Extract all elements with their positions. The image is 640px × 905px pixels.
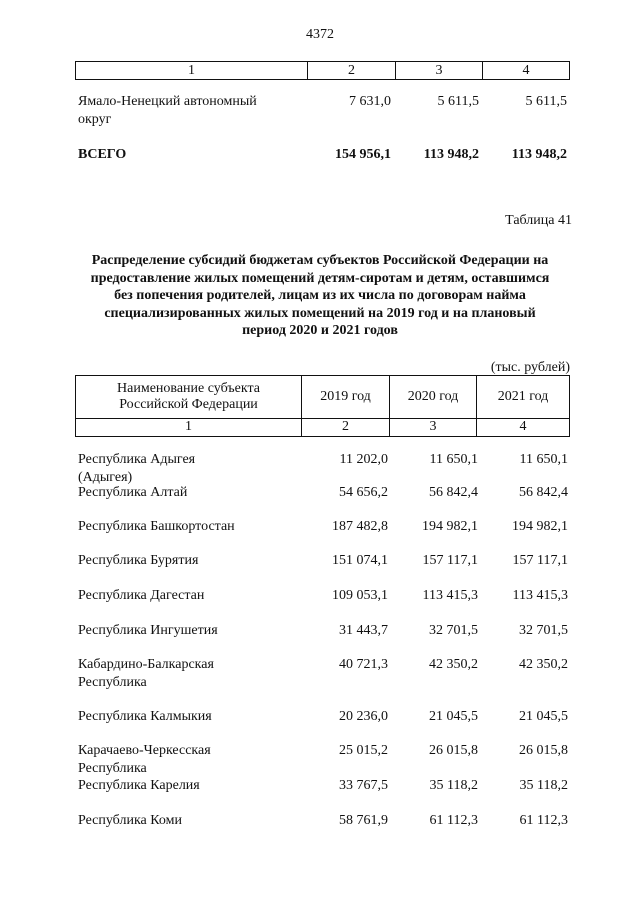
table-header [75,375,570,437]
total-2021: 113 948,2 [511,147,567,162]
column-number: 4 [519,419,527,434]
region-name: Карачаево-Черкесская Республика [78,743,211,776]
table-row [75,708,570,726]
value-2021: 21 045,5 [519,709,568,724]
page-number: 4372 [306,27,334,42]
continuation-column-numbers [75,61,570,80]
header-2020: 2020 год [390,376,477,418]
region-name: Республика Бурятия [78,553,199,568]
table-title [70,252,570,340]
value-2020: 5 611,5 [437,94,479,109]
value-2020: 32 701,5 [429,623,478,638]
region-name: Республика Карелия [78,778,200,793]
value-2021: 35 118,2 [519,778,568,793]
column-number: 4 [522,63,530,78]
value-2021: 157 117,1 [512,553,568,568]
table-row [75,93,570,129]
value-2019: 109 053,1 [332,588,388,603]
value-2020: 113 415,3 [422,588,478,603]
value-2021: 56 842,4 [519,485,568,500]
value-2021: 194 982,1 [512,519,568,534]
units-label: (тыс. рублей) [490,360,570,375]
value-2019: 40 721,3 [339,657,388,672]
value-2021: 32 701,5 [519,623,568,638]
table-row [75,587,570,605]
value-2019: 54 656,2 [339,485,388,500]
table-row [75,552,570,570]
title-line: специализированных жилых помещений на 2019 год и на плановый [104,305,536,321]
value-2020: 42 350,2 [429,657,478,672]
value-2019: 33 767,5 [339,778,388,793]
column-number: 2 [302,419,390,436]
region-name: Республика Коми [78,813,182,828]
column-number: 2 [308,62,396,79]
table-row [75,518,570,536]
table-row [75,484,570,502]
table-row [75,812,570,830]
table-row [75,622,570,640]
value-2019: 187 482,8 [332,519,388,534]
title-line: Распределение субсидий бюджетам субъектов Российской Федерации на [91,253,549,268]
header-2019: 2019 год [302,376,390,418]
title-line: без попечения родителей, лицам из их числа по договорам найма [114,288,526,303]
value-2020: 26 015,8 [429,743,478,758]
region-name: Республика Дагестан [78,588,205,603]
value-2019: 7 631,0 [349,94,391,109]
region-name: Республика Алтай [78,485,188,500]
region-name: Республика Ингушетия [78,623,218,638]
header-region: Наименование субъекта Российской Федерации [76,376,302,418]
value-2021: 5 611,5 [525,94,567,109]
table-label: Таблица 41 [505,213,572,228]
table-row [75,656,570,692]
value-2020: 61 112,3 [429,813,478,828]
total-label: ВСЕГО [78,147,127,162]
value-2019: 20 236,0 [339,709,388,724]
region-name: Республика Башкортостан [78,519,235,534]
table-row [75,742,570,778]
column-number: 1 [76,419,302,436]
value-2019: 11 202,0 [339,452,388,467]
region-name: Кабардино-Балкарская Республика [78,657,214,690]
value-2021: 113 415,3 [512,588,568,603]
value-2020: 35 118,2 [429,778,478,793]
column-number: 3 [390,419,477,436]
value-2020: 157 117,1 [422,553,478,568]
value-2019: 151 074,1 [332,553,388,568]
value-2021: 61 112,3 [519,813,568,828]
table-row [75,777,570,795]
table-row [75,451,570,487]
header-2021: 2021 год [497,389,549,404]
value-2019: 25 015,2 [339,743,388,758]
value-2021: 26 015,8 [519,743,568,758]
value-2020: 11 650,1 [429,452,478,467]
value-2020: 21 045,5 [429,709,478,724]
region-name: Ямало-Ненецкий автономный округ [78,94,257,127]
value-2019: 31 443,7 [339,623,388,638]
value-2020: 194 982,1 [422,519,478,534]
total-2019: 154 956,1 [335,147,391,162]
column-number: 3 [396,62,483,79]
total-row [75,146,570,164]
column-number: 1 [76,62,308,79]
value-2021: 11 650,1 [519,452,568,467]
region-name: Республика Калмыкия [78,709,212,724]
total-2020: 113 948,2 [423,147,479,162]
value-2020: 56 842,4 [429,485,478,500]
title-line: предоставление жилых помещений детям-сиротам и детям, оставшимся [90,270,550,286]
region-name: Республика Адыгея (Адыгея) [78,452,196,485]
title-line: период 2020 и 2021 годов [242,323,398,338]
value-2019: 58 761,9 [339,813,388,828]
value-2021: 42 350,2 [519,657,568,672]
